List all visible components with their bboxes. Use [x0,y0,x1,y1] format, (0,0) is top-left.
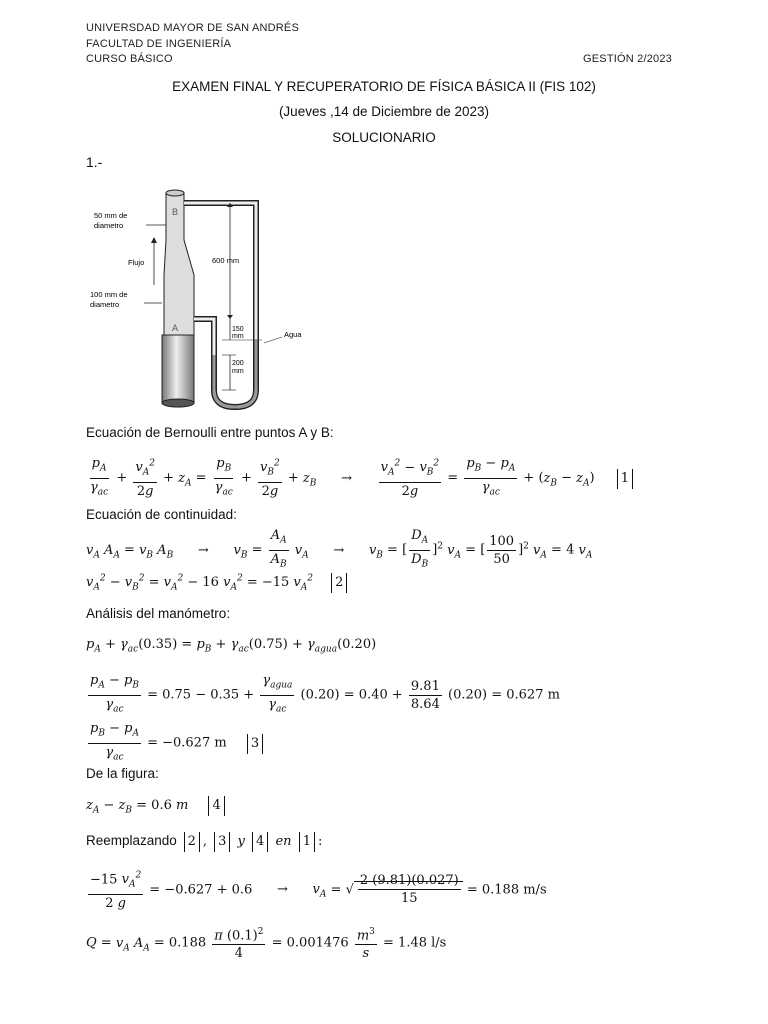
manometer-solution: $\frac{p_A - p_B}{\gamma_{ac}}$ = 0.75 − 0.35 + $\frac{\gamma_{agua}}{\gamma_{ac}}$ (0.20) = 0.40 + $\frac{9.81}{8.64}$ (0.20) = 0.627 m [90,673,560,715]
label-50mm: 50 mm de [94,211,128,220]
replacing-heading: Reemplazando [86,833,177,848]
label-100mm-diam: diametro [90,300,120,309]
velocity-value: = 0.188 m/s [466,882,547,898]
university-name: UNIVERSDAD MAYOR DE SAN ANDRÉS [86,22,300,34]
height-difference: $z_A - z_B = 0.6$ m 4 [86,796,228,816]
manometer-equation: $p_A + \gamma_{ac}(0.35) = p_B + \gamma_{ac}(0.75) + \gamma_{agua}(0.20)$ [86,637,377,655]
velocity-relation: $v_A^2 - v_B^2 = v_A^2 - 16$ $v_A^2 = -15$ $v_A^2$ 2 [86,573,350,593]
label-150-mm: mm [232,333,244,340]
label-150: 150 [232,326,244,333]
label-200-mm: mm [232,368,244,375]
manometer-intermediate: = 0.40 + [343,687,403,703]
manometer-heading: Análisis del manómetro: [86,606,231,621]
faculty-name: FACULTAD DE INGENIERÍA [86,38,232,50]
pressure-difference-value: = −0.627 m [147,735,227,751]
pressure-difference: $\frac{p_B - p_A}{\gamma_{ac}}$ = −0.627 m 3 [86,720,266,766]
solutions-title: SOLUCIONARIO [332,130,436,145]
continuity-equation: $v_A$ $A_A = v_B$ $A_B \to v_B$ = $\frac{A_A}{A_B}$ $v_A \to v_B$ = [ $\frac{D_A}{D_B}$ ]$^2$ $v_A$ = [ $\frac{100}{50}$ ]$^2$ $v_A = 4$ $v_A$ [86,528,593,570]
label-water: Agua [284,330,302,339]
label-200: 200 [232,360,244,367]
exam-date: (Jueves ,14 de Diciembre de 2023) [278,104,490,119]
tag-3: 3 [247,734,263,754]
label-point-a: A [172,323,179,333]
label-50mm-diam: diametro [94,221,124,230]
continuity-heading: Ecuación de continuidad: [86,507,237,522]
tag-2: 2 [331,573,347,593]
tag-4: 4 [208,796,224,816]
flow-rate-equation: $Q = v_A$ $A_A = 0.188$ $\frac{\pi (0.1)^2}{4}$ = 0.001476 $\frac{m^3}{s}$ = 1.48 l/s [86,924,446,962]
term: GESTIÓN 2/2023 [582,53,672,65]
flow-rate-value: = 0.001476 [271,935,349,951]
label-point-b: B [172,207,179,217]
flow-rate-lps: = 1.48 l/s [383,935,447,951]
manometer-figure [86,185,316,415]
label-flow: Flujo [128,258,145,267]
bernoulli-equation: $\frac{p_A}{\gamma_{ac}}$ + $\frac{v_A^2}{2g}$ + $z_A$ = $\frac{p_B}{\gamma_{ac}}$ + $\frac{v_B^2}{2g}$ + $z_B$ → $\frac{v_A^2 - v_B^2}{2g}$ = $\frac{p_B - p_A}{\gamma_{ac}}$ + $(z_B - z_A)$ 1 [86,455,636,501]
manometer-value: = 0.627 m [491,687,560,703]
figure-heading: De la figura: [86,766,159,781]
label-600mm: 600 mm [212,256,240,265]
tag-1: 1 [617,469,633,489]
problem-number: 1.- [86,154,103,170]
label-100mm: 100 mm de [90,290,128,299]
exam-title: EXAMEN FINAL Y RECUPERATORIO DE FÍSICA BÁSICA II (FIS 102) [172,79,596,94]
course-name: CURSO BÁSICO [86,53,173,65]
replacing-line: Reemplazando 2 , 3 y 4 en 1 : [86,832,322,852]
bernoulli-heading: Ecuación de Bernoulli entre puntos A y B: [86,425,334,440]
velocity-solution: $\frac{-15 v_A^2}{2 g}$ = $-0.627 + 0.6 \to v_A$ = √ $\frac{2 (9.81)(0.027)}{15}$ = 0.188 m/s [86,868,547,912]
